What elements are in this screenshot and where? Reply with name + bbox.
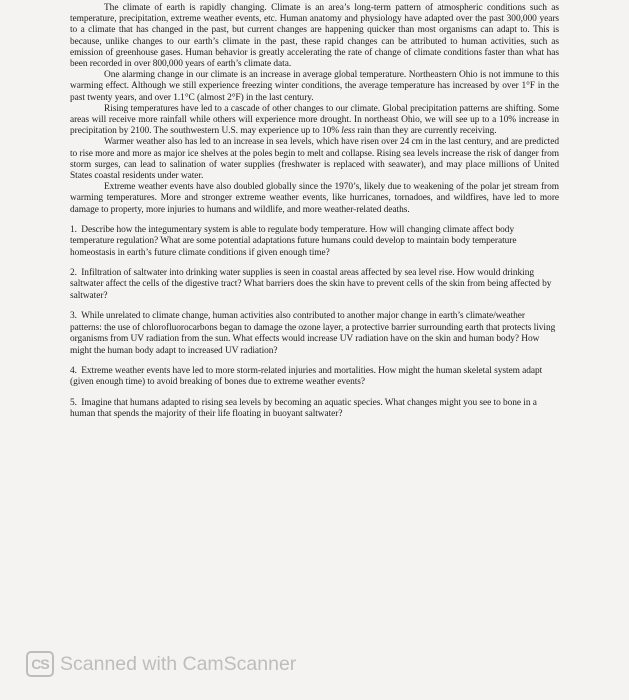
question-text: Imagine that humans adapted to rising sea levels by becoming an aquatic species. What changes might you see to bone in a human that spends the majority of their life floating in buoyant saltwater? — [70, 397, 537, 420]
paragraph-sea-levels: Warmer weather also has led to an increase in sea levels, which have risen over 24 cm in the last century, and are predicted to rise more and more as major ice shelves at the poles begin to melt and collapse. Rising sea levels increase the risk of danger from storm surges, can lead to salination of water supplies (freshwater is replaced with seawater), and may place millions of United States coastal residents under water. — [70, 137, 559, 182]
body-text — [70, 3, 559, 216]
camscanner-logo-icon: CS — [26, 651, 54, 677]
question-5 — [70, 398, 559, 421]
question-text: Infiltration of saltwater into drinking water supplies is seen in coastal areas affected by sea level rise. How would drinking saltwater affect the cells of the digestive tract? What barriers does the skin have to prevent cells of the skin from being affected by saltwater? — [70, 268, 552, 301]
paragraph-climate-intro: The climate of earth is rapidly changing. Climate is an area’s long-term pattern of atmospheric conditions such as temperature, precipitation, extreme weather events, etc. Human anatomy and physiology have adapted over the past 300,000 years to a climate that has changed in the past, but current changes are happening quicker than most organisms can adapt to. This is because, unlike changes to our earth’s climate in the past, these rapid changes can be attributed to human activities, such as emission of greenhouse gases. Human behavior is greatly accelerating the rate of change of climate conditions faster than what has been recorded in over 800,000 years of earth’s climate data. — [70, 3, 559, 70]
question-text: Extreme weather events have led to more storm-related injuries and mortalities. How might the human skeletal system adapt (given enough time) to avoid breaking of bones due to extreme weather events? — [70, 365, 543, 388]
paragraph-extreme-weather: Extreme weather events have also doubled globally since the 1970’s, likely due to weakening of the polar jet stream from warming temperatures. More and stronger extreme weather events, like hurricanes, tornadoes, and wildfires, have led to more damage to property, more injuries to humans and wildlife, and more weather-related deaths. — [70, 182, 559, 215]
question-text: Describe how the integumentary system is able to regulate body temperature. How will changing climate affect body temperature regulation? What are some potential adaptations future humans could develop to maintain body temperature homeostasis in earth’s future climate conditions if given enough time? — [70, 224, 517, 258]
question-1 — [70, 225, 559, 259]
emphasis-less: less — [341, 126, 356, 137]
scanner-watermark-text: Scanned with CamScanner — [60, 652, 297, 675]
question-2 — [70, 268, 559, 302]
question-number: 4. — [70, 365, 77, 376]
question-number: 1. — [70, 224, 77, 235]
paragraph-precipitation: Rising temperatures have led to a cascade of other changes to our climate. Global precipitation patterns are shifting. Some areas will receive more rainfall while others will experience more drought. In northeast Ohio, we will see up to a 10% increase in precipitation by 2100. The southwestern U.S. may experience up to 10% less rain than they are currently receiving. — [70, 103, 559, 137]
question-text: While unrelated to climate change, human activities also contributed to another major change in earth’s climate/weather patterns: the use of chlorofluorocarbons began to damage the ozone layer, a protective barrier surrounding earth that protects living organisms from UV radiation from the sun. What effects would increase UV radiation have on the skin and human body? How might the human body adapt to increased UV radiation? — [70, 311, 556, 356]
question-4 — [70, 366, 559, 389]
question-number: 5. — [70, 397, 77, 408]
scanner-watermark — [26, 651, 296, 677]
question-number: 3. — [70, 311, 77, 322]
question-3 — [70, 311, 559, 357]
question-number: 2. — [70, 268, 77, 279]
question-list — [70, 225, 559, 421]
paragraph-global-temperature: One alarming change in our climate is an increase in average global temperature. Northeastern Ohio is not immune to this warming effect. Although we still experience freezing winter conditions, the average temperature has increased by over 1°F in the past twenty years, and over 1.1°C (almost 2°F) in the last century. — [70, 70, 559, 103]
